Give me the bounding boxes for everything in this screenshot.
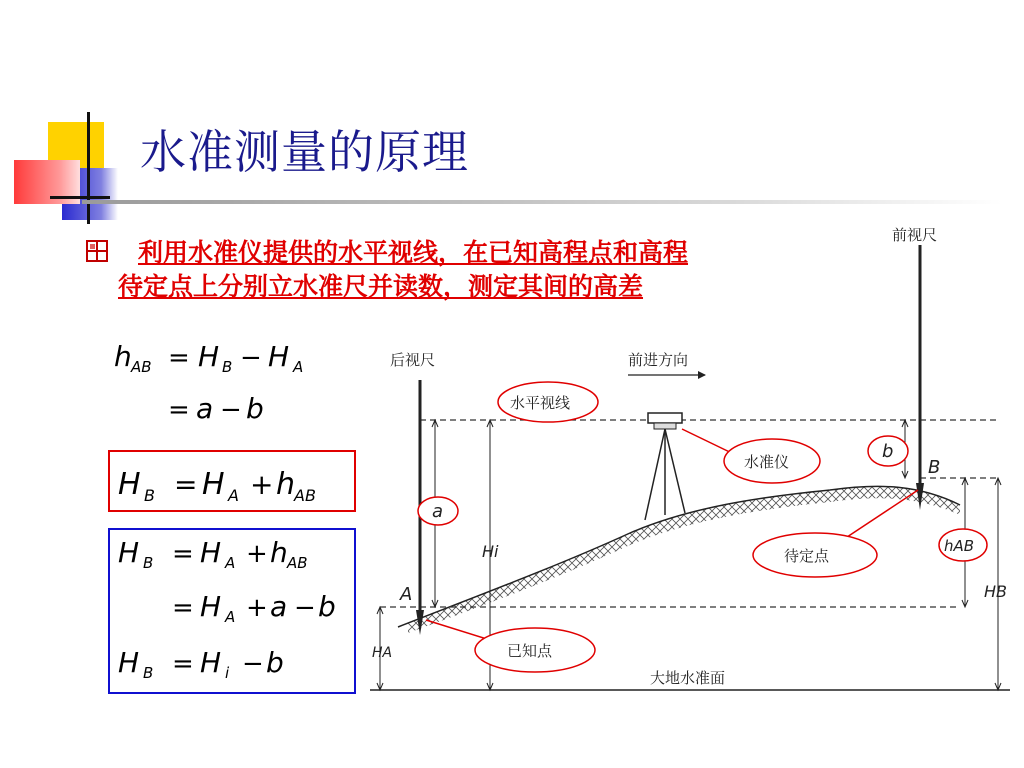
svg-text:=: = (168, 343, 190, 373)
title-underline (82, 200, 1002, 204)
svg-text:H: H (118, 467, 141, 502)
svg-text:A: A (225, 554, 236, 572)
svg-text:+: + (250, 468, 274, 501)
label-B: B (928, 457, 941, 478)
label-A: A (400, 584, 413, 605)
svg-text:H: H (118, 536, 140, 569)
svg-text:H: H (200, 646, 222, 679)
svg-text:h: h (114, 340, 132, 373)
known-point-label: 已知点 (507, 642, 553, 660)
svg-text:+: + (246, 539, 268, 569)
svg-text:−: − (220, 395, 242, 425)
label-HB: HB (984, 582, 1008, 601)
svg-text:−: − (242, 649, 264, 679)
svg-text:−: − (294, 593, 316, 623)
svg-text:H: H (200, 590, 222, 623)
formula-box-blue (108, 528, 356, 694)
front-rod-label: 前视尺 (892, 226, 938, 244)
leveling-diagram (360, 215, 1020, 705)
svg-text:B: B (144, 486, 155, 505)
direction-label: 前进方向 (628, 351, 689, 369)
svg-text:=: = (168, 395, 190, 425)
level-instrument (648, 413, 682, 423)
bullet-line-1: 利用水准仪提供的水平视线，在已知高程点和高程 (138, 238, 689, 267)
bullet-line-2: 待定点上分别立水准尺并读数，测定其间的高差 (118, 272, 644, 301)
sight-line-label: 水平视线 (510, 394, 571, 412)
label-HA: HA (372, 645, 393, 661)
instrument-label: 水准仪 (744, 453, 790, 471)
svg-text:+: + (246, 593, 268, 623)
svg-text:−: − (240, 343, 262, 373)
pending-point-label: 待定点 (784, 547, 830, 565)
svg-text:=: = (174, 468, 198, 501)
formula-a-minus-b (168, 392, 264, 425)
decor-horizontal-line (50, 196, 110, 199)
decor-vertical-line (87, 112, 90, 224)
svg-text:H: H (198, 340, 220, 373)
svg-text:=: = (172, 649, 194, 679)
svg-text:a: a (196, 392, 214, 425)
svg-text:B: B (143, 664, 154, 682)
svg-text:b: b (246, 392, 264, 425)
svg-text:B: B (222, 358, 233, 376)
svg-text:B: B (143, 554, 154, 572)
svg-text:H: H (268, 340, 290, 373)
svg-text:H: H (202, 467, 225, 502)
formula-hab-definition (114, 340, 303, 376)
svg-text:AB: AB (131, 358, 152, 376)
svg-text:h: h (276, 467, 296, 502)
svg-text:i: i (225, 664, 230, 682)
back-rod-label: 后视尺 (390, 351, 436, 369)
datum-label: 大地水准面 (650, 669, 726, 687)
svg-text:=: = (172, 593, 194, 623)
svg-text:A: A (293, 358, 304, 376)
svg-text:A: A (228, 486, 239, 505)
svg-text:H: H (118, 646, 140, 679)
label-hAB: hAB (944, 537, 975, 555)
formula-box-red (108, 450, 356, 512)
label-b: b (882, 441, 894, 462)
label-a: a (432, 501, 444, 522)
svg-text:AB: AB (294, 486, 316, 505)
svg-text:A: A (225, 608, 236, 626)
bullet-grid-icon (84, 238, 110, 264)
svg-text:H: H (200, 536, 222, 569)
label-Hi: Hi (482, 542, 499, 561)
svg-text:b: b (266, 646, 284, 679)
svg-text:a: a (270, 590, 288, 623)
svg-text:h: h (270, 536, 288, 569)
svg-text:AB: AB (287, 554, 308, 572)
svg-text:=: = (172, 539, 194, 569)
page-title: 水准测量的原理 (140, 125, 469, 179)
svg-text:b: b (318, 590, 336, 623)
